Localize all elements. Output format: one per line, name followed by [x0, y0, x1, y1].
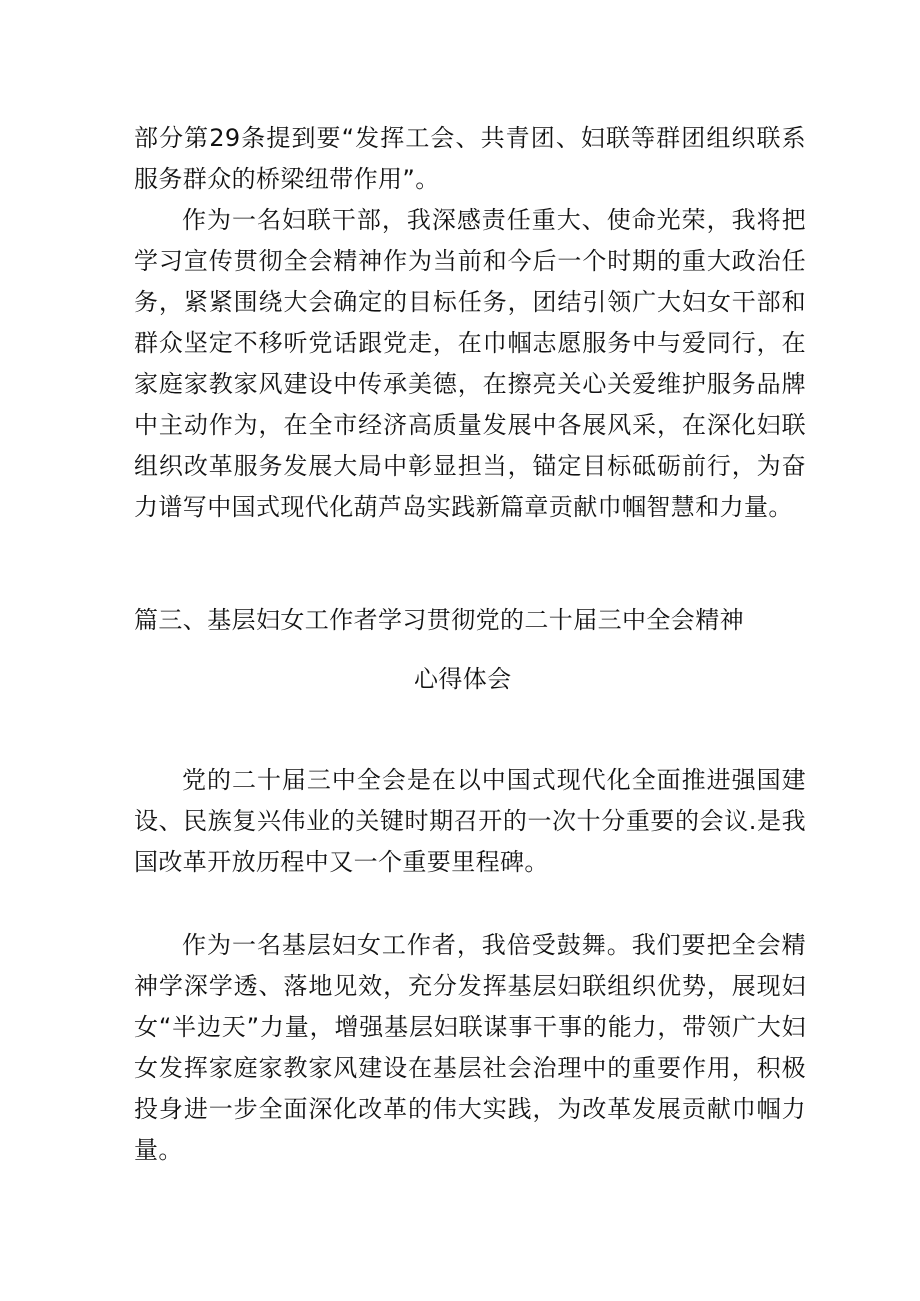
section-heading: 篇三、基层妇女工作者学习贯彻党的二十届三中全会精神 — [134, 606, 744, 634]
section-subheading: 心得体会 — [414, 665, 512, 693]
paragraph-intro-end: 部分第29条提到要“发挥工会、共青团、妇联等群团组织联系服务群众的桥梁纽带作用”。 — [134, 124, 806, 193]
paragraph-commitment: 作为一名妇联干部，我深感责任重大、使命光荣，我将把学习宣传贯彻全会精神作为当前和今后一个时期的重大政治任务，紧紧围绕大会确定的目标任务，团结引领广大妇女干部和群众坚定不移听党话跟党走，在巾帼志愿服务中与爱同行，在家庭家教家风建设中传承美德，在擦亮关心关爱维护服务品牌中主动作为，在全市经济高质量发展中各展风采，在深化妇联组织改革服务发展大局中彰显担当，锚定目标砥砺前行，为奋力谱写中国式现代化葫芦岛实践新篇章贡献巾帼智慧和力量。 — [134, 206, 806, 521]
paragraph-plenum: 党的二十届三中全会是在以中国式现代化全面推进强国建设、民族复兴伟业的关键时期召开的一次十分重要的会议.是我国改革开放历程中又一个重要里程碑。 — [134, 766, 806, 876]
paragraph-worker: 作为一名基层妇女工作者，我倍受鼓舞。我们要把全会精神学深学透、落地见效，充分发挥基层妇联组织优势，展现妇女“半边天”力量，增强基层妇联谋事干事的能力，带领广大妇女发挥家庭家教家风建设在基层社会治理中的重要作用，积极投身进一步全面深化改革的伟大实践，为改革发展贡献巾帼力量。 — [134, 931, 806, 1164]
